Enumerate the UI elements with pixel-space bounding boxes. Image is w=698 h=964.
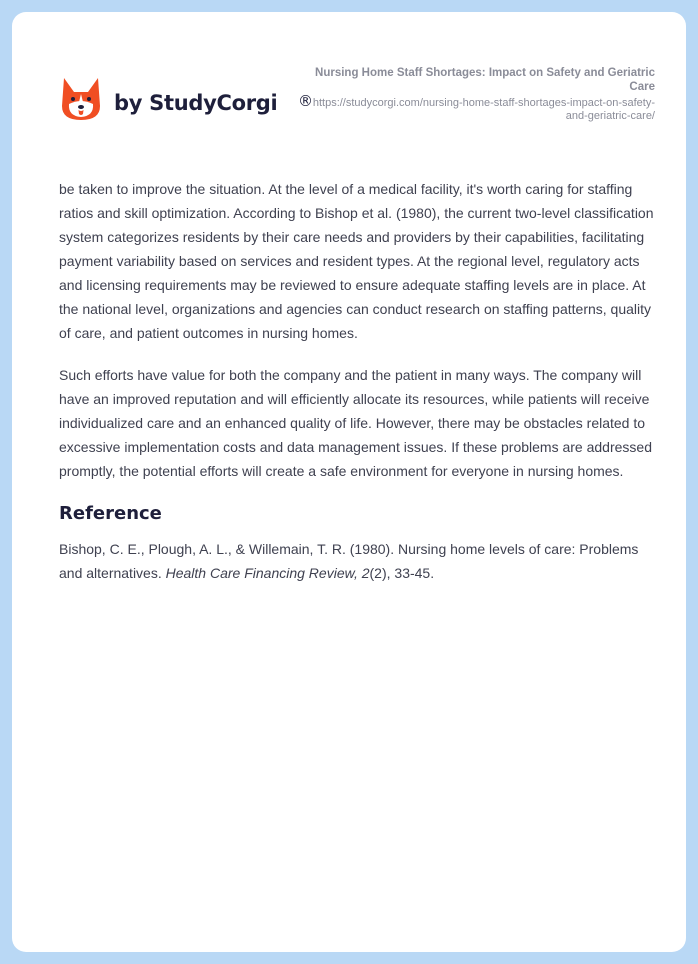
- registered-mark: ®: [298, 92, 313, 110]
- body-paragraph-1: be taken to improve the situation. At the level of a medical facility, it's worth caring for staffing ratios and skill optimization. According to Bishop et al. (1980), the current two-level classification system categorizes residents by their care needs and providers by their capabilities, facilitating payment variability based on services and resident types. At the regional level, regulatory acts and licensing requirements may be reviewed to ensure adequate staffing levels are in place. At the national level, organizations and agencies can conduct research on staffing patterns, quality of care, and patient outcomes in nursing homes.: [59, 181, 654, 341]
- reference-volume-pages: (2), 33-45.: [369, 565, 435, 581]
- document-url[interactable]: https://studycorgi.com/nursing-home-staff-shortages-impact-on-safety-and-geriatric-care/: [312, 97, 655, 122]
- document-title: Nursing Home Staff Shortages: Impact on Safety and Geriatric Care: [315, 67, 655, 93]
- document-meta: [295, 66, 655, 123]
- header: [12, 12, 686, 152]
- document-body: [59, 177, 659, 603]
- studycorgi-logo[interactable]: [60, 76, 313, 122]
- reference-authors-title: Bishop, C. E., Plough, A. L., & Willemain, T. R. (1980). Nursing home levels of care: Problems and alternatives.: [59, 541, 639, 581]
- reference-journal: Health Care Financing Review, 2: [165, 565, 370, 581]
- corgi-logo-icon: [60, 76, 102, 122]
- body-paragraph-2: Such efforts have value for both the company and the patient in many ways. The company will have an improved reputation and will efficiently allocate its resources, while patients will receive individualized care and an enhanced quality of life. However, there may be obstacles related to excessive implementation costs and data management issues. If these problems are addressed promptly, the potential efforts will create a safe environment for everyone in nursing homes.: [59, 367, 652, 479]
- document-card: [12, 12, 686, 952]
- reference-heading: Reference: [59, 503, 162, 524]
- brand-name: by StudyCorgi: [114, 91, 278, 115]
- reference-entry: [59, 537, 659, 585]
